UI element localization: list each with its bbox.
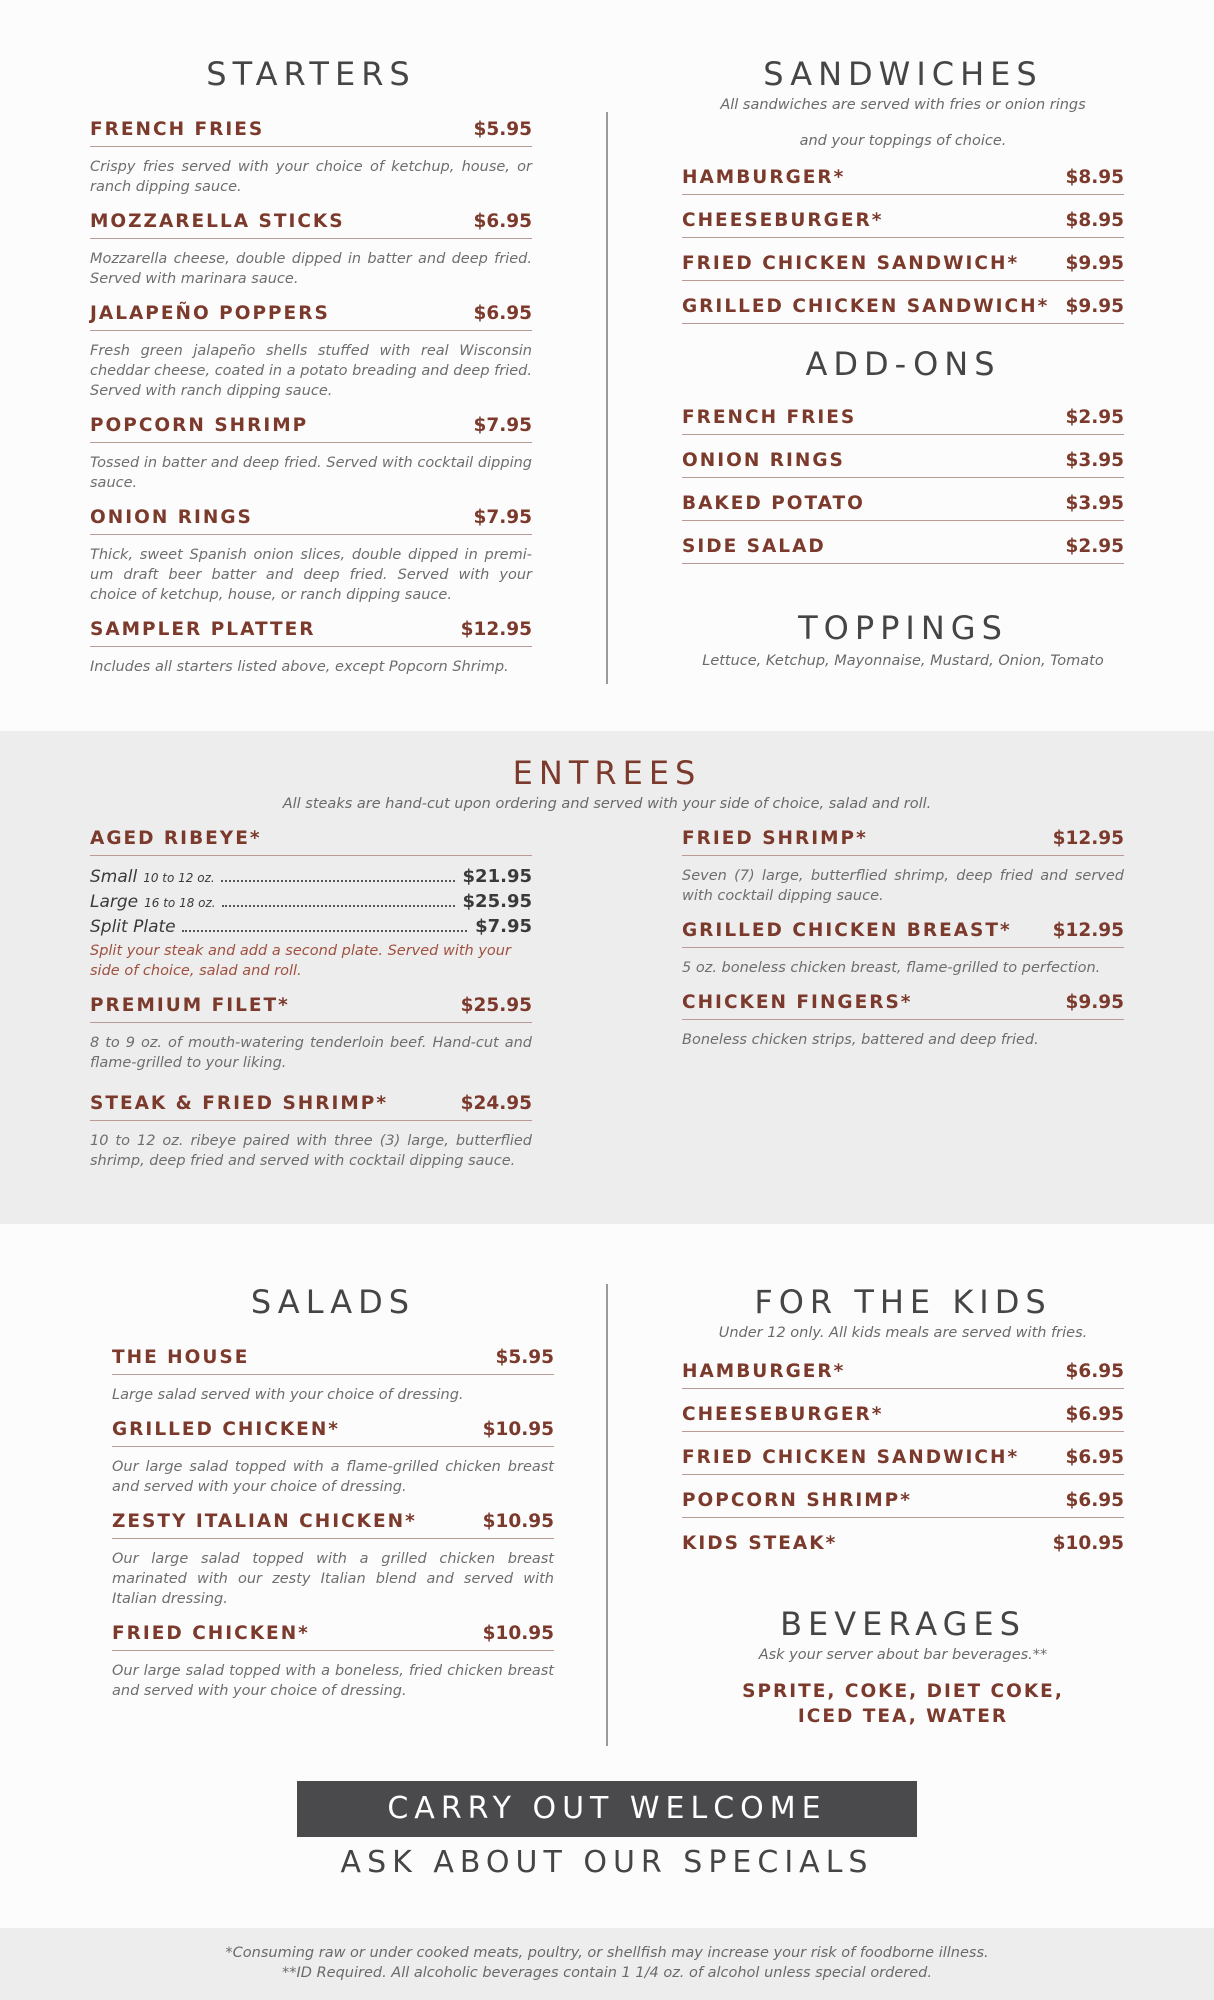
ribeye-options — [90, 866, 532, 941]
ribeye-option — [90, 916, 532, 941]
addons-title: ADD-ONS — [805, 345, 1001, 383]
item-price: $24.95 — [460, 1093, 532, 1114]
beverage-line: SPRITE, COKE, DIET COKE, — [742, 1681, 1064, 1702]
item-price: $10.95 — [482, 1419, 554, 1440]
beverage-list — [682, 1679, 1124, 1729]
item-price: $25.95 — [460, 995, 532, 1016]
starters-title: STARTERS — [206, 55, 416, 93]
menu-item — [682, 493, 1124, 521]
disclaimer-line: **ID Required. All alcoholic beverages contain 1 1/4 oz. of alcohol unless special ordered. — [282, 1965, 932, 1981]
item-description: Our large salad topped with a boneless, fried chicken breast and served with your choice of dressing. — [112, 1663, 554, 1699]
column-divider — [606, 1284, 608, 1746]
item-price: $6.95 — [1065, 1447, 1124, 1468]
item-price: $6.95 — [1065, 1361, 1124, 1382]
item-name: SIDE SALAD — [682, 536, 826, 557]
item-name: CHEESEBURGER* — [682, 1404, 884, 1425]
kids-title: FOR THE KIDS — [754, 1283, 1052, 1321]
item-description: Large salad served with your choice of dressing. — [112, 1387, 464, 1403]
item-price: $6.95 — [1065, 1490, 1124, 1511]
entrees-title: ENTREES — [512, 754, 702, 792]
item-name: SAMPLER PLATTER — [90, 619, 316, 640]
item-description: 10 to 12 oz. ribeye paired with three (3) large, butterflied shrimp, deep fried and served with cocktail dipping sauce. — [90, 1133, 532, 1169]
menu-item — [112, 1347, 554, 1405]
item-price: $6.95 — [473, 211, 532, 232]
item-price: $6.95 — [1065, 1404, 1124, 1425]
menu-item — [682, 1533, 1124, 1560]
disclaimer — [0, 1943, 1214, 1983]
sandwiches-section — [682, 55, 1124, 339]
item-description: Crispy fries served with your choice of ketchup, house, or ranch dipping sauce. — [90, 159, 532, 195]
item-price: $6.95 — [473, 303, 532, 324]
menu-item — [682, 1404, 1124, 1432]
entrees-subtitle: All steaks are hand-cut upon ordering and served with your side of choice, salad and roll. — [282, 796, 932, 812]
toppings-title: TOPPINGS — [798, 609, 1008, 647]
item-price: $5.95 — [495, 1347, 554, 1368]
menu-item — [682, 1361, 1124, 1389]
item-name: FRIED CHICKEN SANDWICH* — [682, 253, 1020, 274]
menu-item — [682, 450, 1124, 478]
menu-item — [682, 167, 1124, 195]
menu-item — [90, 415, 532, 493]
item-name: POPCORN SHRIMP* — [682, 1490, 912, 1511]
item-description: Tossed in batter and deep fried. Served with cocktail dipping sauce. — [90, 455, 532, 491]
menu-item — [90, 119, 532, 197]
menu-item — [90, 211, 532, 289]
entrees-right-column — [682, 828, 1124, 1064]
specials-heading: ASK ABOUT OUR SPECIALS — [340, 1845, 874, 1880]
item-description: Thick, sweet Spanish onion slices, double dipped in premi-um draft beer batter and deep fried. Served with your choice of ketchup, house, or ranch dipping sauce. — [90, 547, 532, 603]
beverages-title: BEVERAGES — [780, 1605, 1026, 1643]
item-description: 8 to 9 oz. of mouth-watering tenderloin beef. Hand-cut and flame-grilled to your liking. — [90, 1035, 532, 1071]
item-description: Includes all starters listed above, except Popcorn Shrimp. — [90, 659, 509, 675]
item-description: Fresh green jalapeño shells stuffed with real Wisconsin cheddar cheese, coated in a potato breading and deep fried. Served with ranch dipping sauce. — [90, 343, 532, 399]
menu-item — [682, 536, 1124, 564]
item-name: HAMBURGER* — [682, 167, 846, 188]
item-price: $10.95 — [482, 1623, 554, 1644]
item-description: Mozzarella cheese, double dipped in batter and deep fried. Served with marinara sauce. — [90, 251, 532, 287]
option-price: $25.95 — [462, 891, 532, 912]
addons-section — [682, 345, 1124, 579]
option-label: Split Plate — [90, 917, 176, 937]
item-name: FRIED CHICKEN* — [112, 1623, 310, 1644]
item-name: GRILLED CHICKEN SANDWICH* — [682, 296, 1050, 317]
item-price: $3.95 — [1065, 450, 1124, 471]
menu-item — [682, 828, 1124, 906]
item-name: STEAK & FRIED SHRIMP* — [90, 1093, 389, 1114]
item-description: Boneless chicken strips, battered and deep fried. — [682, 1032, 1039, 1048]
menu-item — [112, 1623, 554, 1701]
salads-title: SALADS — [250, 1283, 416, 1321]
entrees-header — [0, 754, 1214, 814]
menu-item — [90, 303, 532, 401]
option-label: Large — [90, 892, 139, 912]
item-name: KIDS STEAK* — [682, 1533, 838, 1554]
salads-section — [112, 1283, 554, 1715]
item-price: $3.95 — [1065, 493, 1124, 514]
beverage-line: ICED TEA, WATER — [797, 1706, 1009, 1727]
ribeye-option — [90, 891, 532, 916]
kids-subtitle: Under 12 only. All kids meals are served with fries. — [718, 1325, 1088, 1341]
item-description: Our large salad topped with a grilled chicken breast marinated with our zesty Italian blend and served with Italian dressing. — [112, 1551, 554, 1607]
menu-item — [90, 619, 532, 677]
menu-item — [112, 1511, 554, 1609]
item-price: $2.95 — [1065, 407, 1124, 428]
entrees-left-column — [90, 828, 532, 1191]
item-price: $12.95 — [460, 619, 532, 640]
menu-item — [90, 507, 532, 605]
leader-dots — [182, 930, 467, 932]
item-name: CHICKEN FINGERS* — [682, 992, 913, 1013]
leader-dots — [222, 905, 455, 907]
item-price: $9.95 — [1065, 253, 1124, 274]
item-name: CHEESEBURGER* — [682, 210, 884, 231]
item-price: $7.95 — [473, 507, 532, 528]
starters-section — [90, 55, 532, 691]
item-price: $12.95 — [1052, 828, 1124, 849]
item-name: JALAPEÑO POPPERS — [90, 303, 330, 324]
item-name: AGED RIBEYE* — [90, 828, 262, 849]
option-price: $7.95 — [475, 916, 532, 937]
item-name: POPCORN SHRIMP — [90, 415, 309, 436]
ribeye-option — [90, 866, 532, 891]
item-name: ONION RINGS — [682, 450, 845, 471]
menu-item — [682, 1447, 1124, 1475]
item-description: 5 oz. boneless chicken breast, flame-grilled to perfection. — [682, 960, 1101, 976]
menu-item — [90, 1093, 532, 1171]
item-name: GRILLED CHICKEN* — [112, 1419, 340, 1440]
sandwiches-title: SANDWICHES — [763, 55, 1043, 93]
menu-item — [682, 296, 1124, 324]
item-price: $7.95 — [473, 415, 532, 436]
kids-section — [682, 1283, 1124, 1575]
item-description: Our large salad topped with a flame-grilled chicken breast and served with your choice of dressing. — [112, 1459, 554, 1495]
item-name: THE HOUSE — [112, 1347, 250, 1368]
beverages-section — [682, 1605, 1124, 1729]
split-plate-note: Split your steak and add a second plate. Served with your side of choice, salad and roll. — [90, 943, 511, 979]
item-name: FRIED CHICKEN SANDWICH* — [682, 1447, 1020, 1468]
menu-item — [682, 1490, 1124, 1518]
menu-item — [682, 920, 1124, 978]
option-size: 16 to 18 oz. — [144, 896, 216, 910]
item-price: $10.95 — [1052, 1533, 1124, 1554]
item-name: PREMIUM FILET* — [90, 995, 290, 1016]
item-price: $10.95 — [482, 1511, 554, 1532]
item-name: HAMBURGER* — [682, 1361, 846, 1382]
menu-item — [90, 828, 532, 981]
item-name: FRENCH FRIES — [682, 407, 857, 428]
menu-item — [112, 1419, 554, 1497]
item-price: $9.95 — [1065, 296, 1124, 317]
menu-item — [682, 210, 1124, 238]
menu-item — [682, 992, 1124, 1050]
disclaimer-line: *Consuming raw or under cooked meats, poultry, or shellfish may increase your risk of foodborne illness. — [225, 1945, 989, 1961]
option-price: $21.95 — [462, 866, 532, 887]
option-label: Small — [90, 867, 138, 887]
sandwiches-subtitle: All sandwiches are served with fries or onion rings — [720, 97, 1086, 113]
item-name: MOZZARELLA STICKS — [90, 211, 345, 232]
column-divider — [606, 112, 608, 684]
menu-item — [682, 253, 1124, 281]
leader-dots — [221, 880, 455, 882]
toppings-list: Lettuce, Ketchup, Mayonnaise, Mustard, Onion, Tomato — [702, 653, 1104, 669]
item-price: $9.95 — [1065, 992, 1124, 1013]
item-name: ZESTY ITALIAN CHICKEN* — [112, 1511, 417, 1532]
carry-out-banner: CARRY OUT WELCOME — [297, 1781, 917, 1837]
item-name: FRIED SHRIMP* — [682, 828, 868, 849]
item-price: $2.95 — [1065, 536, 1124, 557]
menu-item — [90, 995, 532, 1073]
item-price: $5.95 — [473, 119, 532, 140]
item-name: BAKED POTATO — [682, 493, 865, 514]
item-name: GRILLED CHICKEN BREAST* — [682, 920, 1012, 941]
sandwiches-subtitle: and your toppings of choice. — [799, 133, 1007, 149]
item-price: $8.95 — [1065, 210, 1124, 231]
option-size: 10 to 12 oz. — [143, 871, 215, 885]
menu-item — [682, 407, 1124, 435]
item-description: Seven (7) large, butterflied shrimp, deep fried and served with cocktail dipping sauce. — [682, 868, 1124, 904]
toppings-section — [682, 609, 1124, 671]
item-price: $8.95 — [1065, 167, 1124, 188]
beverages-subtitle: Ask your server about bar beverages.** — [758, 1647, 1048, 1663]
item-name: FRENCH FRIES — [90, 119, 265, 140]
item-name: ONION RINGS — [90, 507, 253, 528]
item-price: $12.95 — [1052, 920, 1124, 941]
